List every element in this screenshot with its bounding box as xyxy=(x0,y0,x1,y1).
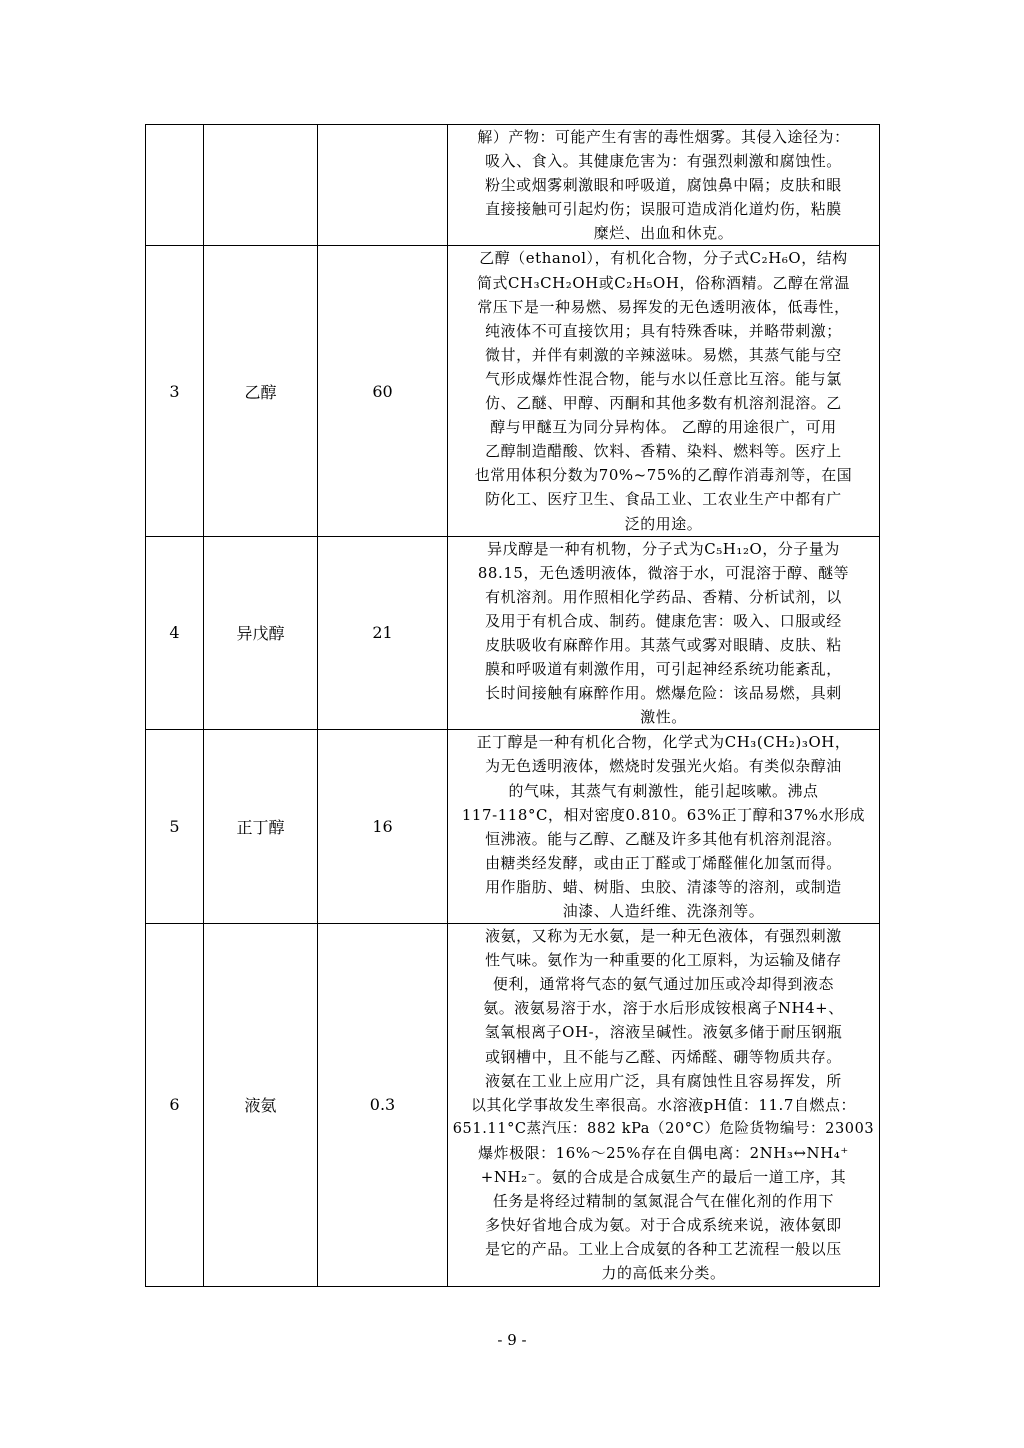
max-quantity: 21 xyxy=(318,536,448,730)
description-line: 正丁醇是一种有机化合物，化学式为CH₃(CH₂)₃OH， xyxy=(476,733,851,752)
description-line: 微甘，并伴有刺激的辛辣滋味。易燃，其蒸气能与空 xyxy=(485,345,842,364)
description-line: 氢氧根离子OH-，溶液呈碱性。液氨多储于耐压钢瓶 xyxy=(484,1023,843,1042)
description-line: 性气味。氨作为一种重要的化工原料，为运输及储存 xyxy=(485,951,842,970)
description-line: 醇与甲醚互为同分异构体。 乙醇的用途很广，可用 xyxy=(490,418,837,437)
description-line: 纯液体不可直接饮用；具有特殊香味，并略带刺激； xyxy=(485,321,842,340)
description-line: 皮肤吸收有麻醉作用。其蒸气或雾对眼睛、皮肤、粘 xyxy=(485,635,842,654)
chemical-name: 正丁醇 xyxy=(204,730,318,924)
row-number xyxy=(146,125,204,246)
hazardous-chemicals-table xyxy=(145,124,880,1287)
hazard-description xyxy=(448,125,880,246)
description-line: 乙醇（ethanol），有机化合物，分子式C₂H₆O，结构 xyxy=(479,249,848,268)
description-line: 液氨，又称为无水氨，是一种无色液体，有强烈刺激 xyxy=(485,927,842,946)
table-row xyxy=(146,924,880,1286)
description-line: 的气味，其蒸气有刺激性，能引起咳嗽。沸点 xyxy=(508,781,819,800)
description-line: 仿、乙醚、甲醇、丙酮和其他多数有机溶剂混溶。乙 xyxy=(485,394,842,413)
description-line: 任务是将经过精制的氢氮混合气在催化剂的作用下 xyxy=(492,1192,835,1211)
description-line: 由糖类经发酵，或由正丁醛或丁烯醛催化加氢而得。 xyxy=(485,853,842,872)
description-line: 乙醇制造醋酸、饮料、香精、染料、燃料等。医疗上 xyxy=(485,442,842,461)
max-quantity: 16 xyxy=(318,730,448,924)
description-line: 防化工、医疗卫生、食品工业、工农业生产中都有广 xyxy=(485,490,842,509)
row-number: 5 xyxy=(146,730,204,924)
description-line: 便利，通常将气态的氨气通过加压或冷却得到液态 xyxy=(492,975,835,994)
chemical-name: 异戊醇 xyxy=(204,536,318,730)
max-quantity: 0.3 xyxy=(318,924,448,1286)
table-row xyxy=(146,246,880,536)
description-line: 117-118°C，相对密度0.810。63%正丁醇和37%水形成 xyxy=(461,805,866,824)
table-row xyxy=(146,730,880,924)
description-line: 糜烂、出血和休克。 xyxy=(593,224,734,243)
description-line: 及用于有机合成、制药。健康危害：吸入、口服或经 xyxy=(485,611,842,630)
table-row xyxy=(146,125,880,246)
description-line: 长时间接触有麻醉作用。燃爆危险：该品易燃，具刺 xyxy=(485,684,842,703)
description-line: 88.15，无色透明液体，微溶于水，可混溶于醇、醚等 xyxy=(477,563,850,582)
description-line: 粉尘或烟雾刺激眼和呼吸道，腐蚀鼻中隔；皮肤和眼 xyxy=(485,176,842,195)
description-line: 泛的用途。 xyxy=(624,514,703,533)
description-line: 异戊醇是一种有机物，分子式为C₅H₁₂O，分子量为 xyxy=(487,539,840,558)
description-line: 简式CH₃CH₂OH或C₂H₅OH，俗称酒精。乙醇在常温 xyxy=(476,273,851,292)
description-line: 直接接触可引起灼伤；误服可造成消化道灼伤，粘膜 xyxy=(485,200,842,219)
description-line: 爆炸极限：16%～25%存在自偶电离：2NH₃↔NH₄⁺ xyxy=(478,1143,849,1162)
hazard-description xyxy=(448,924,880,1286)
table-row xyxy=(146,536,880,730)
description-line: 常压下是一种易燃、易挥发的无色透明液体，低毒性， xyxy=(477,297,850,316)
row-number: 4 xyxy=(146,536,204,730)
description-line: 也常用体积分数为70%~75%的乙醇作消毒剂等，在国 xyxy=(474,466,853,485)
description-line: 解）产物：可能产生有害的毒性烟雾。其侵入途径为： xyxy=(477,128,850,146)
hazard-description xyxy=(448,536,880,730)
hazard-description xyxy=(448,246,880,536)
description-line: 气形成爆炸性混合物，能与水以任意比互溶。能与氯 xyxy=(485,369,842,388)
description-line: 是它的产品。工业上合成氨的各种工艺流程一般以压 xyxy=(485,1240,842,1259)
description-line: +NH₂⁻。氨的合成是合成氨生产的最后一道工序，其 xyxy=(480,1168,847,1187)
description-line: 吸入、食入。其健康危害为：有强烈刺激和腐蚀性。 xyxy=(485,152,842,171)
page-number: - 9 - xyxy=(497,1331,527,1349)
description-line: 以其化学事故发生率很高。水溶液pH值：11.7自燃点： xyxy=(471,1095,856,1114)
description-line: 氨。液氨易溶于水，溶于水后形成铵根离子NH4+、 xyxy=(483,999,844,1018)
description-line: 恒沸液。能与乙醇、乙醚及许多其他有机溶剂混溶。 xyxy=(485,829,842,848)
chemical-name xyxy=(204,125,318,246)
description-line: 或钢槽中，且不能与乙醛、丙烯醛、硼等物质共存。 xyxy=(485,1047,842,1066)
chemical-name: 液氨 xyxy=(204,924,318,1286)
chemical-name: 乙醇 xyxy=(204,246,318,536)
description-line: 为无色透明液体，燃烧时发强光火焰。有类似杂醇油 xyxy=(485,757,842,776)
description-line: 有机溶剂。用作照相化学药品、香精、分析试剂，以 xyxy=(485,587,842,606)
max-quantity: 60 xyxy=(318,246,448,536)
row-number: 3 xyxy=(146,246,204,536)
description-line: 力的高低来分类。 xyxy=(601,1264,726,1283)
description-line: 用作脂肪、蜡、树脂、虫胶、清漆等的溶剂，或制造 xyxy=(485,877,842,896)
row-number: 6 xyxy=(146,924,204,1286)
description-line: 膜和呼吸道有刺激作用，可引起神经系统功能紊乱， xyxy=(485,660,842,679)
description-line: 液氨在工业上应用广泛，具有腐蚀性且容易挥发，所 xyxy=(485,1071,842,1090)
hazard-description xyxy=(448,730,880,924)
description-line: 多快好省地合成为氨。对于合成系统来说，液体氨即 xyxy=(485,1216,842,1235)
description-line: 激性。 xyxy=(640,708,687,727)
description-line: 油漆、人造纤维、洗涤剂等。 xyxy=(562,902,765,920)
max-quantity xyxy=(318,125,448,246)
description-line: 651.11°C蒸汽压：882 kPa（20°C）危险货物编号：23003 xyxy=(452,1120,875,1137)
